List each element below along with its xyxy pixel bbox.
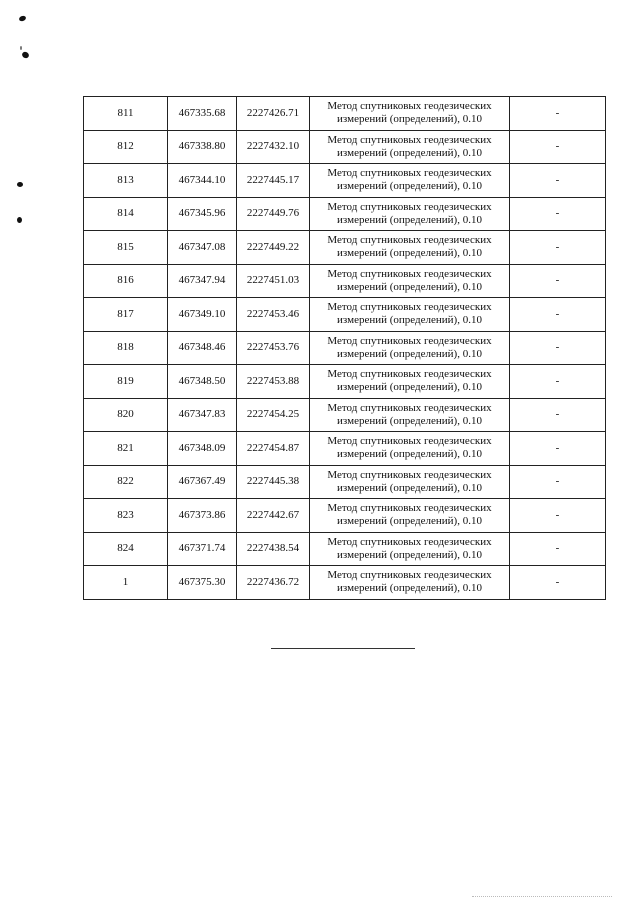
point-number-cell: 817 — [84, 298, 168, 332]
y-coordinate-cell: 2227454.25 — [237, 398, 310, 432]
y-coordinate-cell: 2227454.87 — [237, 432, 310, 466]
method-cell — [310, 231, 510, 265]
y-coordinate-cell: 2227449.76 — [237, 197, 310, 231]
method-text-line1: Метод спутниковых геодезических — [327, 468, 492, 481]
point-number-cell: 1 — [84, 566, 168, 600]
table-row — [84, 331, 606, 365]
mark-cell: - — [510, 398, 606, 432]
method-text-line2: измерений (определений), 0.10 — [337, 515, 482, 528]
table-row — [84, 298, 606, 332]
method-text-line2: измерений (определений), 0.10 — [337, 213, 482, 226]
y-coordinate-cell: 2227438.54 — [237, 532, 310, 566]
x-coordinate-cell: 467347.08 — [168, 231, 237, 265]
method-cell — [310, 164, 510, 198]
method-text-line1: Метод спутниковых геодезических — [327, 234, 492, 247]
method-text-line2: измерений (определений), 0.10 — [337, 481, 482, 494]
x-coordinate-cell: 467367.49 — [168, 465, 237, 499]
point-number-cell: 821 — [84, 432, 168, 466]
method-cell — [310, 465, 510, 499]
y-coordinate-cell: 2227451.03 — [237, 264, 310, 298]
table-row — [84, 465, 606, 499]
point-number-cell: 819 — [84, 365, 168, 399]
method-text-line2: измерений (определений), 0.10 — [337, 448, 482, 461]
scan-speck — [21, 51, 30, 60]
mark-cell: - — [510, 532, 606, 566]
y-coordinate-cell: 2227449.22 — [237, 231, 310, 265]
method-text-line1: Метод спутниковых геодезических — [327, 368, 492, 381]
mark-cell: - — [510, 331, 606, 365]
method-text-line1: Метод спутниковых геодезических — [327, 502, 492, 515]
mark-cell: - — [510, 97, 606, 131]
method-text-line2: измерений (определений), 0.10 — [337, 414, 482, 427]
method-text-line2: измерений (определений), 0.10 — [337, 247, 482, 260]
point-number-cell: 811 — [84, 97, 168, 131]
method-cell — [310, 97, 510, 131]
method-cell — [310, 264, 510, 298]
point-number-cell: 814 — [84, 197, 168, 231]
table-row — [84, 197, 606, 231]
x-coordinate-cell: 467375.30 — [168, 566, 237, 600]
table-row — [84, 432, 606, 466]
scan-speck — [20, 46, 22, 50]
y-coordinate-cell: 2227453.46 — [237, 298, 310, 332]
table-row — [84, 398, 606, 432]
coordinates-table-body — [84, 97, 606, 600]
x-coordinate-cell: 467348.46 — [168, 331, 237, 365]
method-text-line2: измерений (определений), 0.10 — [337, 347, 482, 360]
mark-cell: - — [510, 130, 606, 164]
method-cell — [310, 398, 510, 432]
mark-cell: - — [510, 231, 606, 265]
method-text-line1: Метод спутниковых геодезических — [327, 569, 492, 582]
method-text-line2: измерений (определений), 0.10 — [337, 146, 482, 159]
method-text-line2: измерений (определений), 0.10 — [337, 582, 482, 595]
y-coordinate-cell: 2227453.88 — [237, 365, 310, 399]
coordinates-table — [83, 96, 606, 600]
table-row — [84, 365, 606, 399]
point-number-cell: 823 — [84, 499, 168, 533]
method-text-line1: Метод спутниковых геодезических — [327, 133, 492, 146]
x-coordinate-cell: 467345.96 — [168, 197, 237, 231]
point-number-cell: 815 — [84, 231, 168, 265]
method-cell — [310, 331, 510, 365]
x-coordinate-cell: 467348.09 — [168, 432, 237, 466]
point-number-cell: 822 — [84, 465, 168, 499]
x-coordinate-cell: 467338.80 — [168, 130, 237, 164]
method-text-line1: Метод спутниковых геодезических — [327, 167, 492, 180]
mark-cell: - — [510, 197, 606, 231]
point-number-cell: 818 — [84, 331, 168, 365]
mark-cell: - — [510, 566, 606, 600]
point-number-cell: 820 — [84, 398, 168, 432]
x-coordinate-cell: 467371.74 — [168, 532, 237, 566]
method-text-line2: измерений (определений), 0.10 — [337, 314, 482, 327]
closing-divider-line — [271, 648, 415, 649]
x-coordinate-cell: 467348.50 — [168, 365, 237, 399]
table-row — [84, 264, 606, 298]
y-coordinate-cell: 2227432.10 — [237, 130, 310, 164]
x-coordinate-cell: 467347.83 — [168, 398, 237, 432]
method-cell — [310, 432, 510, 466]
mark-cell: - — [510, 365, 606, 399]
table-row — [84, 164, 606, 198]
table-row — [84, 499, 606, 533]
mark-cell: - — [510, 298, 606, 332]
mark-cell: - — [510, 432, 606, 466]
table-row — [84, 231, 606, 265]
table-row — [84, 130, 606, 164]
method-text-line2: измерений (определений), 0.10 — [337, 180, 482, 193]
mark-cell: - — [510, 164, 606, 198]
x-coordinate-cell: 467347.94 — [168, 264, 237, 298]
method-text-line2: измерений (определений), 0.10 — [337, 381, 482, 394]
table-row — [84, 97, 606, 131]
method-cell — [310, 499, 510, 533]
method-cell — [310, 365, 510, 399]
method-text-line2: измерений (определений), 0.10 — [337, 548, 482, 561]
x-coordinate-cell: 467335.68 — [168, 97, 237, 131]
method-cell — [310, 197, 510, 231]
y-coordinate-cell: 2227436.72 — [237, 566, 310, 600]
method-text-line1: Метод спутниковых геодезических — [327, 267, 492, 280]
point-number-cell: 813 — [84, 164, 168, 198]
method-cell — [310, 566, 510, 600]
method-text-line2: измерений (определений), 0.10 — [337, 280, 482, 293]
y-coordinate-cell: 2227442.67 — [237, 499, 310, 533]
method-cell — [310, 532, 510, 566]
method-text-line1: Метод спутниковых геодезических — [327, 401, 492, 414]
method-text-line1: Метод спутниковых геодезических — [327, 334, 492, 347]
y-coordinate-cell: 2227453.76 — [237, 331, 310, 365]
method-cell — [310, 298, 510, 332]
mark-cell: - — [510, 465, 606, 499]
method-text-line1: Метод спутниковых геодезических — [327, 435, 492, 448]
mark-cell: - — [510, 499, 606, 533]
y-coordinate-cell: 2227445.38 — [237, 465, 310, 499]
mark-cell: - — [510, 264, 606, 298]
scan-speck — [17, 182, 23, 187]
scan-speck — [17, 217, 22, 223]
method-text-line1: Метод спутниковых геодезических — [327, 100, 492, 113]
method-cell — [310, 130, 510, 164]
method-text-line1: Метод спутниковых геодезических — [327, 535, 492, 548]
point-number-cell: 812 — [84, 130, 168, 164]
point-number-cell: 824 — [84, 532, 168, 566]
method-text-line1: Метод спутниковых геодезических — [327, 200, 492, 213]
x-coordinate-cell: 467344.10 — [168, 164, 237, 198]
method-text-line2: измерений (определений), 0.10 — [337, 113, 482, 126]
x-coordinate-cell: 467349.10 — [168, 298, 237, 332]
table-row — [84, 566, 606, 600]
table-row — [84, 532, 606, 566]
x-coordinate-cell: 467373.86 — [168, 499, 237, 533]
point-number-cell: 816 — [84, 264, 168, 298]
y-coordinate-cell: 2227445.17 — [237, 164, 310, 198]
scan-speck — [18, 15, 26, 22]
page-edge-line — [472, 896, 612, 897]
y-coordinate-cell: 2227426.71 — [237, 97, 310, 131]
method-text-line1: Метод спутниковых геодезических — [327, 301, 492, 314]
